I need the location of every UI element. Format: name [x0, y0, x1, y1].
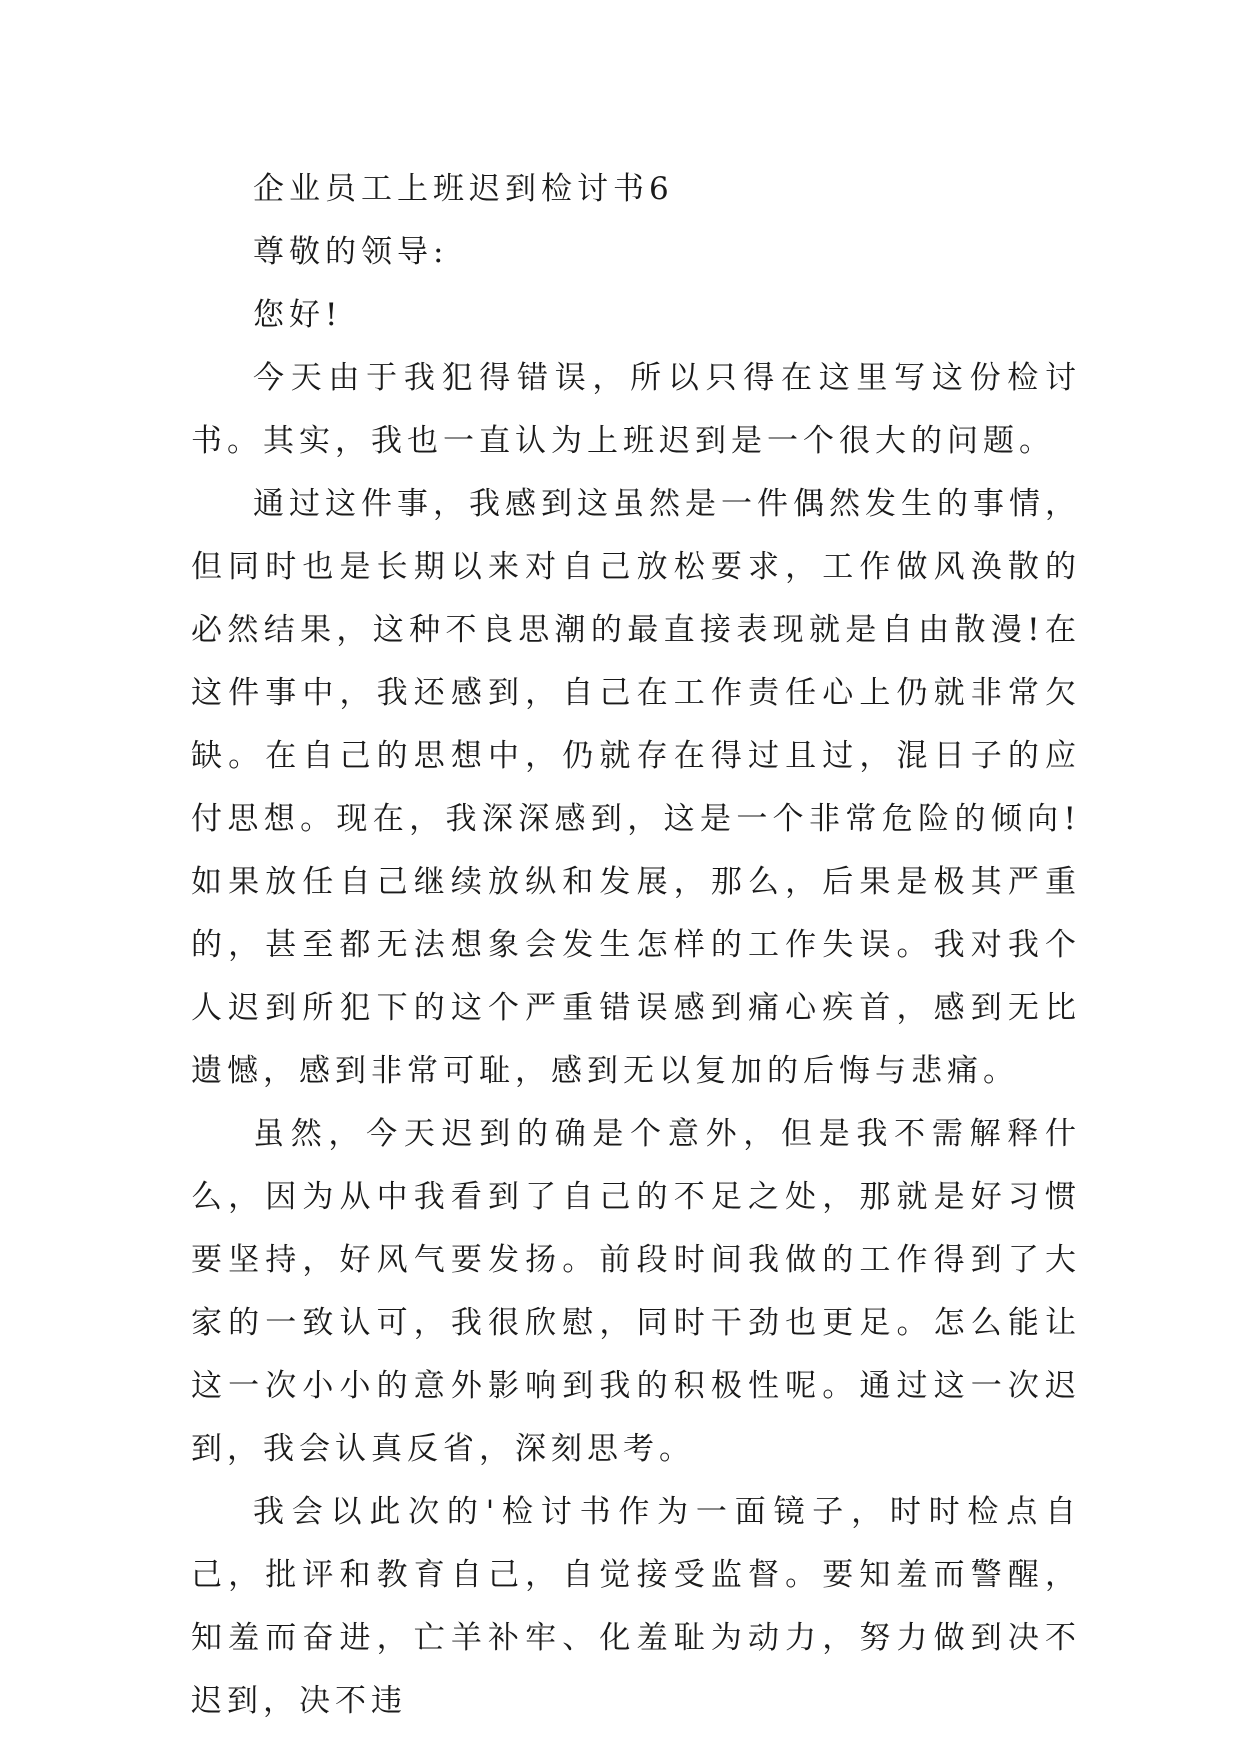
- paragraph-4: 我会以此次的'检讨书作为一面镜子，时时检点自己，批评和教育自己，自觉接受监督。要知羞而警醒，知羞而奋进，亡羊补牢、化羞耻为动力，努力做到决不迟到，决不违: [191, 1494, 1081, 1719]
- paragraph-3: 虽然，今天迟到的确是个意外，但是我不需解释什么，因为从中我看到了自己的不足之处，那就是好习惯要坚持，好风气要发扬。前段时间我做的工作得到了大家的一致认可，我很欣慰，同时干劲也更足。怎么能让这一次小小的意外影响到我的积极性呢。通过这一次迟到，我会认真反省，深刻思考。: [191, 1116, 1081, 1467]
- document-title: 企业员工上班迟到检讨书6: [253, 171, 674, 207]
- paragraph-1: 今天由于我犯得错误，所以只得在这里写这份检讨书。其实，我也一直认为上班迟到是一个很大的问题。: [191, 360, 1081, 459]
- greeting: 您好!: [253, 297, 343, 333]
- paragraph-2: 通过这件事，我感到这虽然是一件偶然发生的事情，但同时也是长期以来对自己放松要求，工作做风涣散的必然结果，这种不良思潮的最直接表现就是自由散漫!在这件事中，我还感到，自己在工作责任心上仍就非常欠缺。在自己的思想中，仍就存在得过且过，混日子的应付思想。现在，我深深感到，这是一个非常危险的倾向!如果放任自己继续放纵和发展，那么，后果是极其严重的，甚至都无法想象会发生怎样的工作失误。我对我个人迟到所犯下的这个严重错误感到痛心疾首，感到无比遗憾，感到非常可耻，感到无以复加的后悔与悲痛。: [191, 486, 1081, 1089]
- document-body: [191, 158, 1081, 1733]
- salutation: 尊敬的领导:: [253, 234, 449, 270]
